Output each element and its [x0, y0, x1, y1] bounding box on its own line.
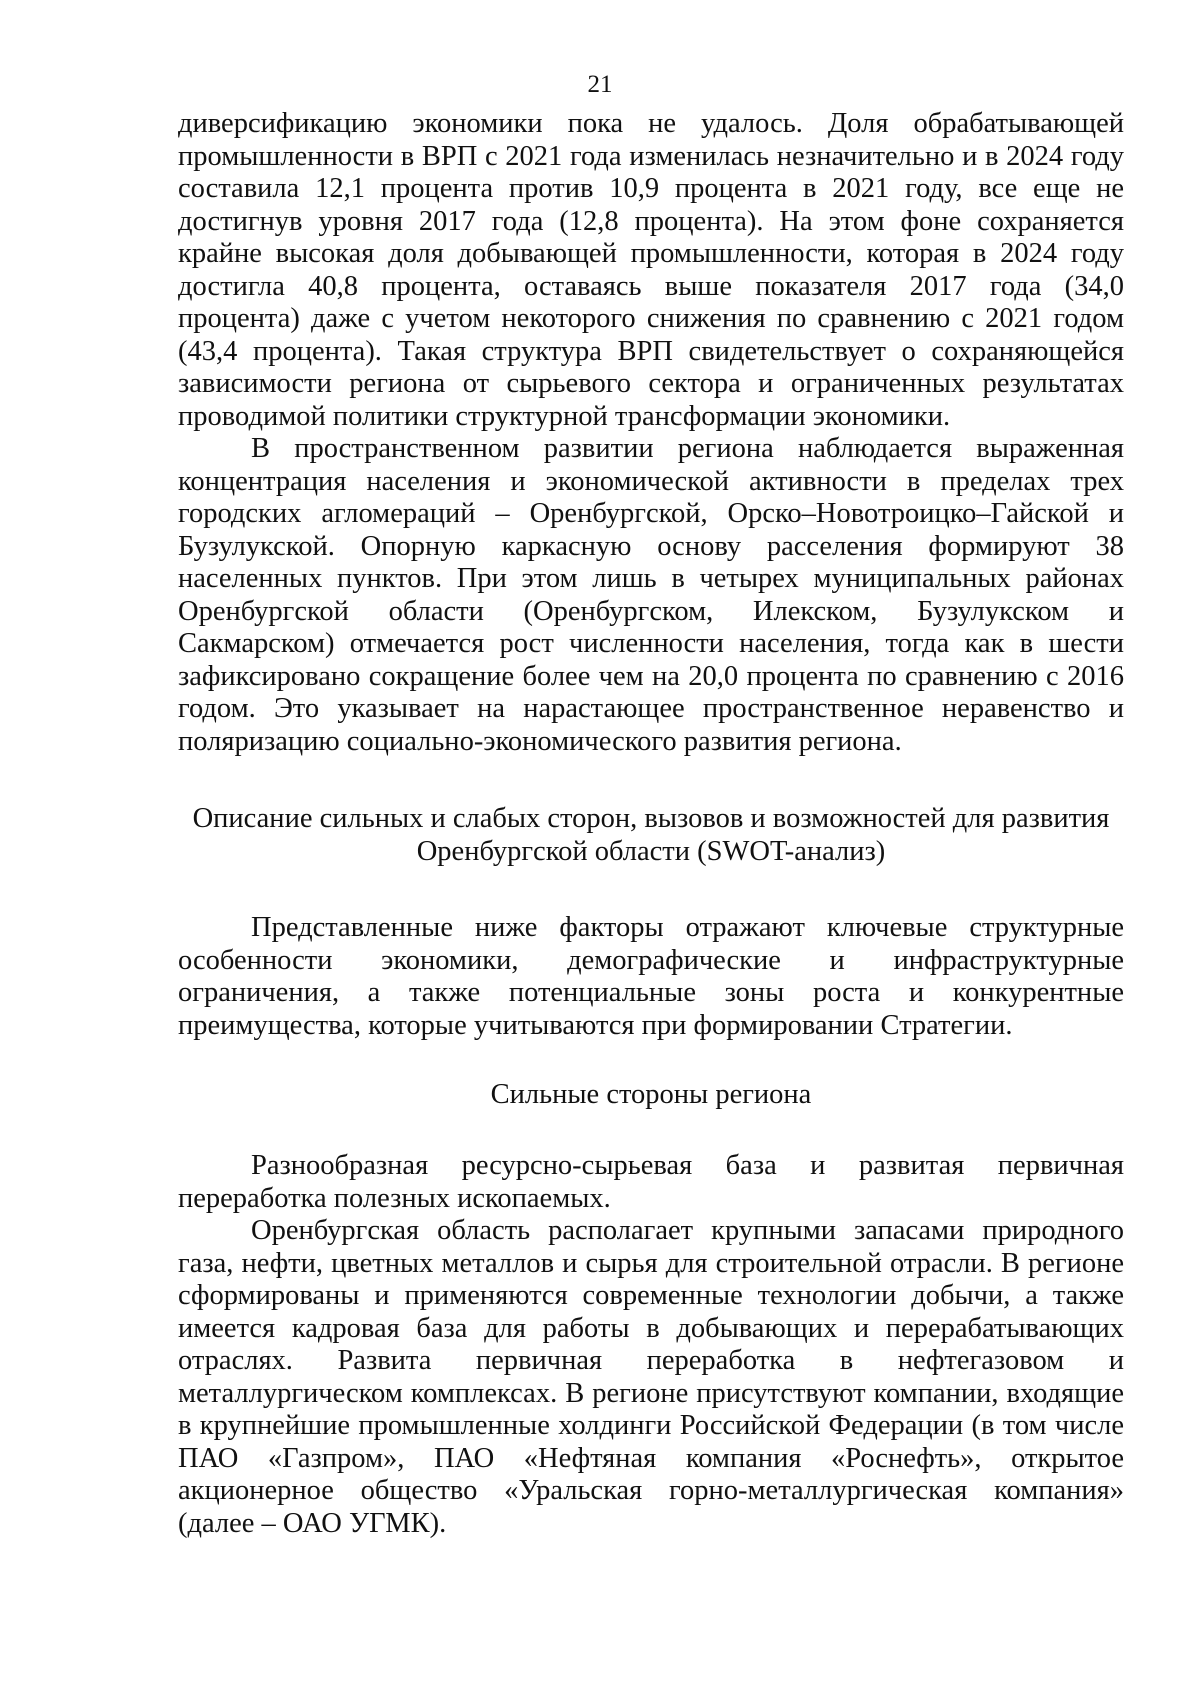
paragraph-intro: Представленные ниже факторы отражают ключевые структурные особенности экономики, демографические и инфраструктурные ограничения, а также потенциальные зоны роста и конкурентные преимущества, которые учитываются при формировании Стратегии. [178, 912, 1124, 1041]
paragraph-diversification: диверсификацию экономики пока не удалось. Доля обрабатывающей промышленности в ВРП с 2021 года изменилась незначительно и в 2024 году составила 12,1 процента против 10,9 процента в 2021 году, все еще не достигнув уровня 2017 года (12,8 процента). На этом фоне сохраняется крайне высокая доля добывающей промышленности, которая в 2024 году достигла 40,8 процента, оставаясь выше показателя 2017 года (34,0 процента) даже с учетом некоторого снижения по сравнению с 2021 годом (43,4 процента). Такая структура ВРП свидетельствует о сохраняющейся зависимости региона от сырьевого сектора и ограниченных результатах проводимой политики структурной трансформации экономики. [178, 108, 1124, 432]
intro-block [178, 912, 1124, 1042]
strengths-heading-block [178, 1078, 1124, 1111]
strength-text: Оренбургская область располагает крупными запасами природного газа, нефти, цветных металлов и сырья для строительной отрасли. В регионе сформированы и применяются современные технологии добычи, а также имеется кадровая база для работы в добывающих и перерабатывающих отраслях. Развита первичная переработка в нефтегазовом и металлургическом комплексах. В регионе присутствуют компании, входящие в крупнейшие промышленные холдинги Российской Федерации (в том числе ПАО «Газпром», ПАО «Нефтяная компания «Роснефть», открытое акционерное общество «Уральская горно-металлургическая компания» (далее – ОАО УГМК). [178, 1215, 1124, 1539]
swot-heading-line-2: Оренбургской области (SWOT-анализ) [416, 836, 886, 867]
text-block-top [178, 108, 1124, 758]
paragraph-spatial-development: В пространственном развитии региона наблюдается выраженная концентрация населения и экономической активности в пределах трех городских агломераций – Оренбургской, Орско–Новотроицко–Гайской и Бузулукской. Опорную каркасную основу расселения формируют 38 населенных пунктов. При этом лишь в четырех муниципальных районах Оренбургской области (Оренбургском, Илекском, Бузулукском и Сакмарском) отмечается рост численности населения, тогда как в шести зафиксировано сокращение более чем на 20,0 процента по сравнению с 2016 годом. Это указывает на нарастающее пространственное неравенство и поляризацию социально-экономического развития региона. [178, 433, 1124, 757]
strengths-block [178, 1150, 1124, 1540]
swot-heading [178, 802, 1124, 868]
page-number: 21 [587, 71, 613, 98]
swot-heading-line-1: Описание сильных и слабых сторон, вызовов и возможностей для развития [192, 803, 1110, 834]
strength-title: Разнообразная ресурсно-сырьевая база и развитая первичная переработка полезных ископаемых. [178, 1150, 1124, 1214]
strengths-heading: Сильные стороны региона [490, 1079, 812, 1110]
